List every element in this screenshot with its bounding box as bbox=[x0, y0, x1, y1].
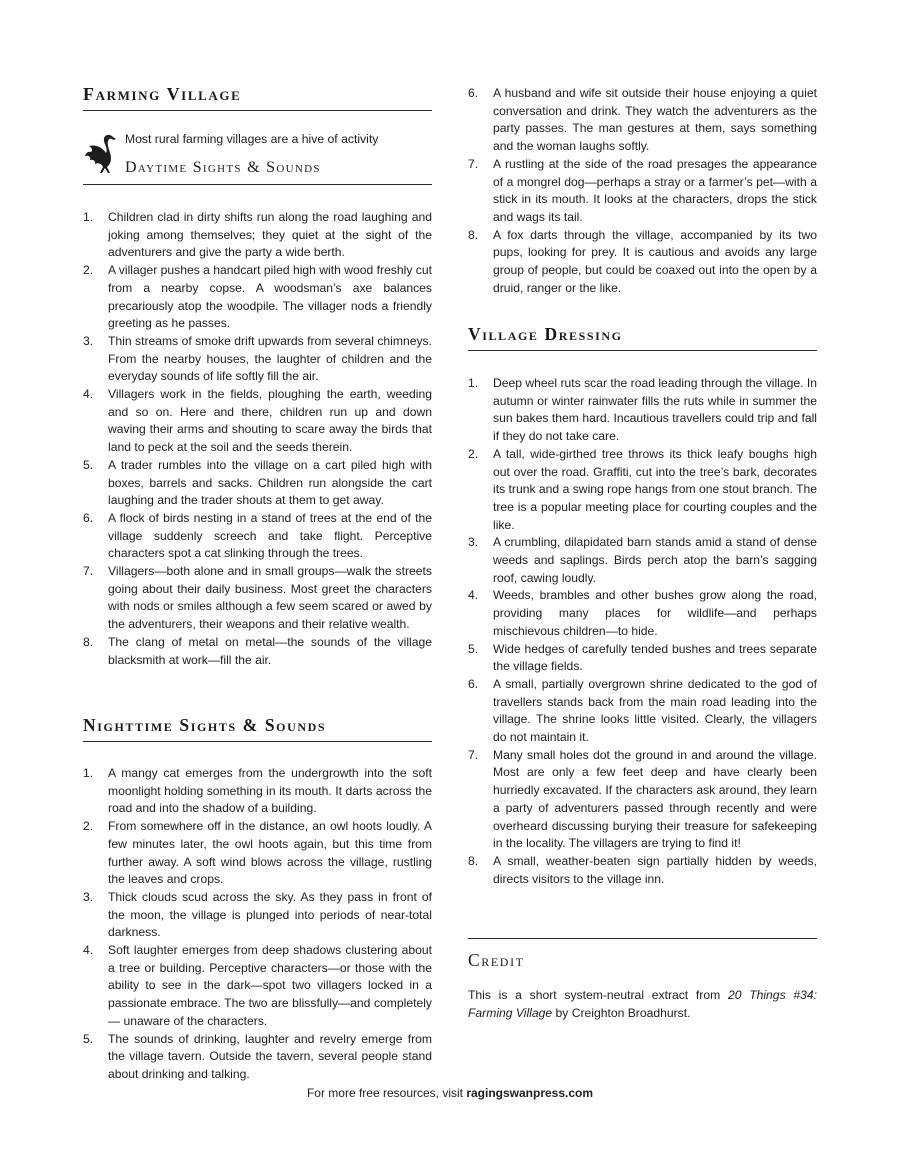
list-item bbox=[83, 765, 432, 818]
footer-text: For more free resources, visit bbox=[306, 1086, 467, 1100]
footer-link[interactable]: ragingswanpress.com bbox=[466, 1086, 594, 1100]
list-item-text: Many small holes dot the ground in and around the village. Most are only a few feet deep and have clearly been hurriedly excavated. If the characters ask around, they learn a party of adventurers passed through recently and were overheard discussing burying their treasure for safekeeping in the locality. The villagers are trying to find it! bbox=[493, 747, 817, 851]
list-item-number: 4. bbox=[83, 943, 94, 958]
credit-work-title: 20 Things #34: Farming Village bbox=[468, 988, 818, 1020]
list-item bbox=[83, 942, 432, 1031]
list-item-number: 8. bbox=[83, 634, 94, 649]
list-item bbox=[468, 853, 817, 888]
list-item bbox=[83, 818, 432, 889]
page-title: Farming Village bbox=[83, 84, 432, 111]
daytime-heading: Daytime Sights & Sounds bbox=[125, 159, 321, 176]
list-item-text: Deep wheel ruts scar the road leading through the village. In autumn or winter rainwater fills the ruts while in summer the sun bakes them hard. Incautious travellers could trip and fall if they do not take care. bbox=[493, 376, 817, 444]
list-item-number: 2. bbox=[468, 446, 479, 461]
list-item-text: A crumbling, dilapidated barn stands amid a stand of dense weeds and saplings. Birds perch atop the barn’s sagging roof, cawing loudly. bbox=[493, 535, 817, 585]
intro-box bbox=[83, 128, 432, 185]
list-item-number: 3. bbox=[83, 889, 94, 904]
list-item-text: A villager pushes a handcart piled high with wood freshly cut from a nearby copse. A woodsman’s axe balances precariously atop the woodpile. The villager nods a friendly greeting as he passes. bbox=[108, 263, 432, 331]
list-item-text: A trader rumbles into the village on a cart piled high with boxes, barrels and sacks. Children run alongside the cart laughing and the trader shouts at them to get away. bbox=[108, 457, 432, 508]
list-item bbox=[83, 510, 432, 563]
list-item bbox=[83, 262, 432, 333]
list-item bbox=[83, 209, 432, 262]
list-item-number: 7. bbox=[468, 156, 479, 171]
list-item-text: A small, partially overgrown shrine dedicated to the god of travellers stands back from the main road leading into the village. The shrine looks little visited. Clearly, the villagers do not maintain it. bbox=[493, 676, 817, 745]
intro-text: Most rural farming villages are a hive of activity bbox=[125, 132, 379, 146]
credit-text bbox=[468, 987, 817, 1022]
list-item bbox=[468, 446, 817, 535]
list-item-number: 4. bbox=[468, 588, 479, 603]
list-item-text: A fox darts through the village, accompanied by its two pups, looking for prey. It is cautious and avoids any large group of people, but could be coaxed out into the open by a druid, ranger or the like. bbox=[493, 227, 817, 295]
list-item bbox=[83, 634, 432, 669]
list-item-number: 1. bbox=[83, 766, 94, 780]
list-item-text: The clang of metal on metal—the sounds of the village blacksmith at work—fill the air. bbox=[108, 634, 432, 667]
list-item-text: Children clad in dirty shifts run along the road laughing and joking among themselves; they quiet at the sight of the adventurers and give the party a wide berth. bbox=[108, 210, 432, 260]
list-item-number: 7. bbox=[83, 564, 94, 579]
list-item bbox=[83, 563, 432, 634]
credit-prefix: This is a short system-neutral extract from bbox=[468, 988, 728, 1002]
list-item-number: 4. bbox=[83, 387, 94, 402]
list-item-text: A husband and wife sit outside their house enjoying a quiet conversation and drink. They watch the adventurers as the party passes. The man gestures at them, says something and the woman laughs softly. bbox=[493, 86, 817, 154]
list-item-text: A tall, wide-girthed tree throws its thick leafy boughs high out over the road. Graffiti, cut into the tree’s bark, decorates its trunk and a swing rope hangs from one stout branch. The tree is a popular meeting place for courting couples and the like. bbox=[493, 446, 817, 532]
list-item bbox=[83, 457, 432, 510]
list-item-number: 2. bbox=[83, 263, 94, 278]
list-item-number: 6. bbox=[468, 676, 479, 691]
daytime-list bbox=[83, 209, 432, 669]
list-item bbox=[468, 375, 817, 446]
list-item bbox=[468, 676, 817, 747]
list-item-text: A rustling at the side of the road presages the appearance of a mongrel dog—perhaps a stray or a farmer’s pet—with a stick in its mouth. It looks at the characters, drops the stick and wags its tail. bbox=[493, 156, 817, 224]
list-item bbox=[468, 156, 817, 227]
list-item bbox=[468, 641, 817, 676]
credit-divider bbox=[468, 938, 817, 939]
list-item-text: From somewhere off in the distance, an owl hoots loudly. A few minutes later, the owl hoots again, but this time from further away. A soft wind blows across the village, rustling the leaves and crops. bbox=[108, 819, 432, 887]
list-item-text: The sounds of drinking, laughter and revelry emerge from the village tavern. Outside the tavern, several people stand about drinking and talking. bbox=[108, 1031, 432, 1081]
list-item-text: Villagers work in the fields, ploughing the earth, weeding and so on. Here and there, children run up and down waving their arms and shouting to scare away the birds that land to peck at the soil and the seeds therein. bbox=[108, 387, 432, 455]
list-item-number: 5. bbox=[83, 457, 94, 472]
list-item-text: Wide hedges of carefully tended bushes and trees separate the village fields. bbox=[493, 641, 817, 674]
swan-icon bbox=[83, 131, 117, 175]
list-item-text: Thick clouds scud across the sky. As they pass in front of the moon, the village is plunged into periods of near-total darkness. bbox=[108, 889, 432, 940]
nighttime-heading: Nighttime Sights & Sounds bbox=[83, 715, 432, 742]
list-item-number: 3. bbox=[468, 535, 479, 550]
list-item-number: 8. bbox=[468, 227, 479, 242]
list-item-number: 6. bbox=[468, 86, 479, 100]
list-item-number: 1. bbox=[83, 210, 94, 224]
list-item bbox=[83, 386, 432, 457]
footer bbox=[0, 1085, 900, 1101]
list-item bbox=[468, 227, 817, 298]
list-item-text: A flock of birds nesting in a stand of trees at the end of the village suddenly screech and take flight. Perceptive characters spot a cat slinking through the trees. bbox=[108, 510, 432, 561]
list-item-number: 5. bbox=[468, 641, 479, 656]
list-item bbox=[83, 333, 432, 386]
list-item bbox=[468, 534, 817, 587]
list-item-text: Thin streams of smoke drift upwards from several chimneys. From the nearby houses, the laughter of children and the everyday sounds of life softly fill the air. bbox=[108, 333, 432, 384]
list-item-number: 2. bbox=[83, 819, 94, 834]
village-dressing-list bbox=[468, 375, 817, 888]
list-item-number: 8. bbox=[468, 853, 479, 868]
list-item-number: 6. bbox=[83, 510, 94, 525]
list-item-text: A small, weather-beaten sign partially hidden by weeds, directs visitors to the village inn. bbox=[493, 853, 817, 886]
credit-heading: Credit bbox=[468, 950, 525, 970]
credit-suffix: by Creighton Broadhurst. bbox=[552, 1005, 691, 1020]
list-item bbox=[83, 889, 432, 942]
list-item bbox=[83, 1031, 432, 1084]
list-item-number: 3. bbox=[83, 333, 94, 348]
list-item bbox=[468, 587, 817, 640]
nighttime-list bbox=[83, 765, 432, 1084]
list-item-number: 1. bbox=[468, 376, 479, 390]
village-dressing-heading: Village Dressing bbox=[468, 324, 817, 351]
list-item-text: Weeds, brambles and other bushes grow along the road, providing many places for wildlife—and perhaps mischievous children—to hide. bbox=[493, 588, 817, 638]
list-item bbox=[468, 747, 817, 853]
list-item-text: Villagers—both alone and in small groups—walk the streets going about their daily business. Most greet the characters with nods or smiles although a few seem scared or awed by the adventurers, their weapons and their relative wealth. bbox=[108, 564, 432, 632]
nighttime-list-continued bbox=[468, 85, 817, 297]
list-item-text: Soft laughter emerges from deep shadows clustering about a tree or building. Perceptive characters—or those with the ability to see in the dark—spot two villagers locked in a passionate embrace. The two are blissfully—and completely— unaware of the characters. bbox=[108, 943, 432, 1028]
list-item-number: 5. bbox=[83, 1031, 94, 1046]
list-item-text: A mangy cat emerges from the undergrowth into the soft moonlight holding something in its mouth. It darts across the road and into the shadow of a building. bbox=[108, 766, 432, 816]
list-item-number: 7. bbox=[468, 747, 479, 762]
list-item bbox=[468, 85, 817, 156]
